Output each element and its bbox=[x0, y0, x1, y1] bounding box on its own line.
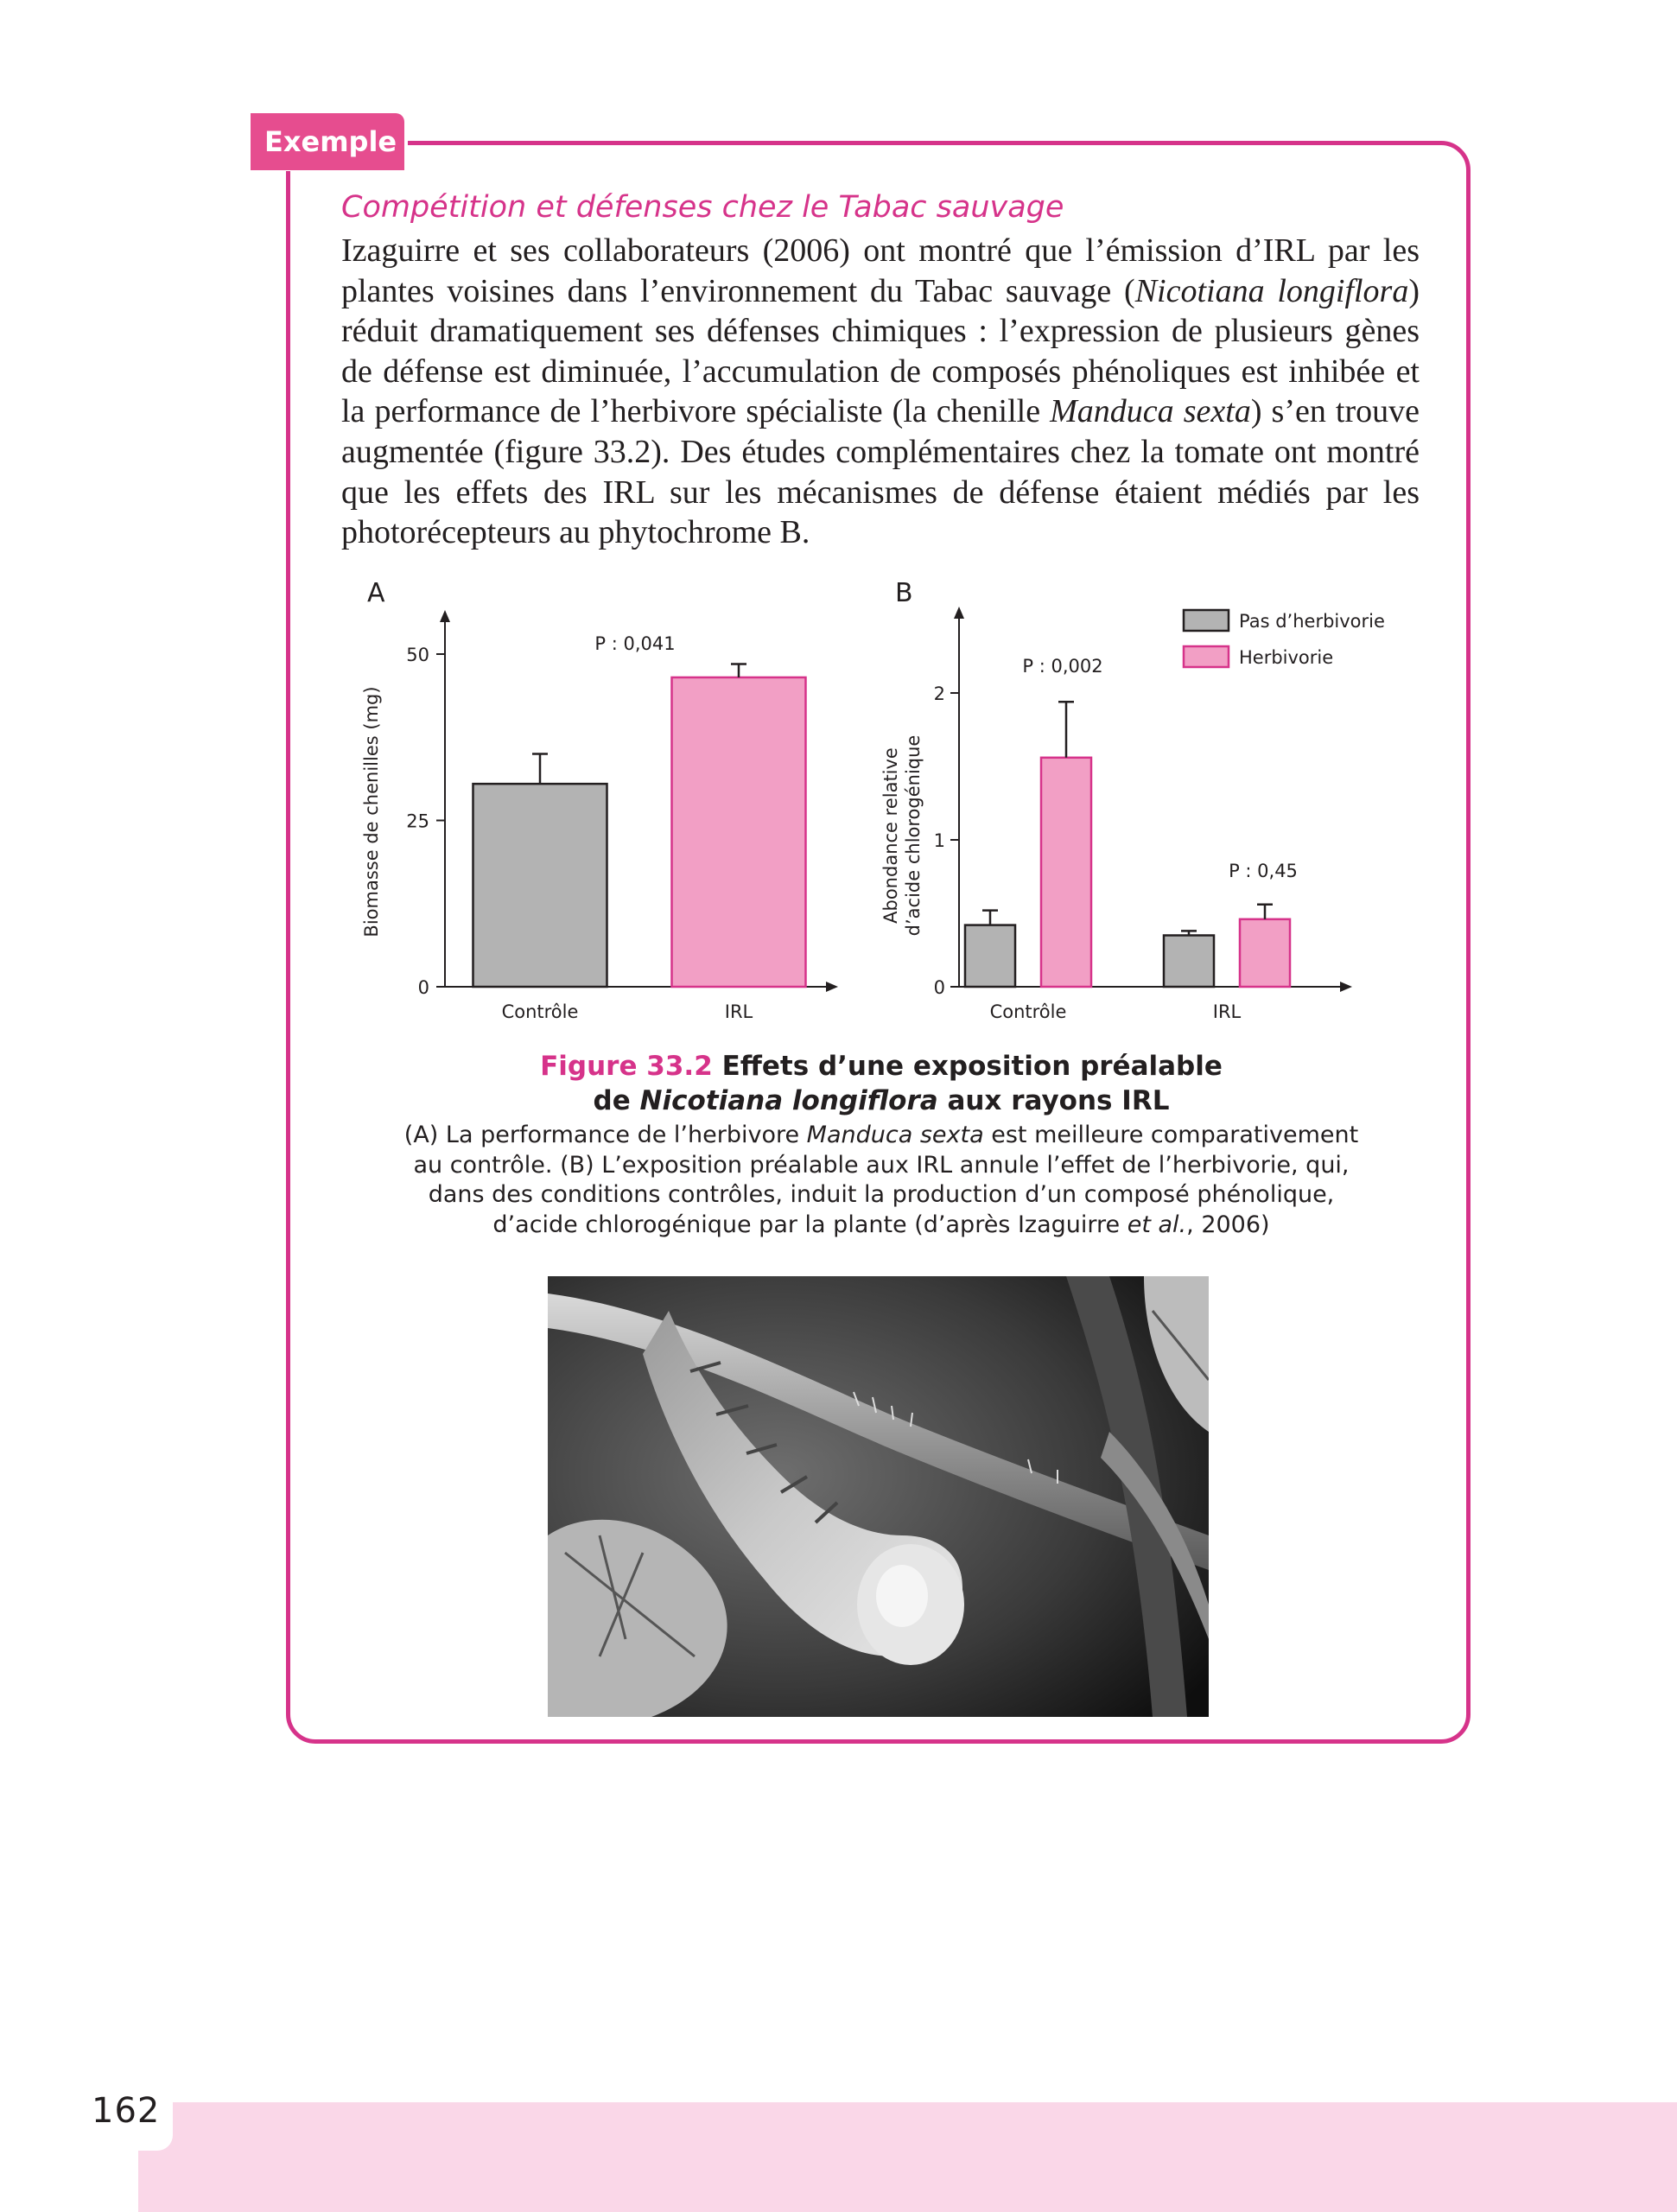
page-number: 162 bbox=[92, 2091, 161, 2131]
y-tick-label: 0 bbox=[933, 977, 945, 998]
bar bbox=[965, 925, 1015, 987]
caterpillar-photo bbox=[548, 1276, 1209, 1717]
figure-number: Figure 33.2 bbox=[540, 1051, 713, 1082]
bar bbox=[473, 784, 607, 987]
y-tick-label: 25 bbox=[406, 810, 429, 832]
y-tick-label: 1 bbox=[933, 830, 945, 851]
bar bbox=[1164, 936, 1214, 988]
example-tab: Exemple bbox=[251, 113, 404, 170]
figure-title: Figure 33.2 Effets d’une exposition préalable de Nicotiana longiflora aux rayons IRL bbox=[540, 1051, 1223, 1116]
x-tick-label: Contrôle bbox=[989, 1001, 1067, 1022]
chart-a bbox=[341, 579, 860, 1028]
bar bbox=[1041, 758, 1091, 987]
legend-swatch bbox=[1184, 610, 1229, 631]
x-tick-label: Contrôle bbox=[501, 1001, 579, 1022]
y-axis-label: d’acide chlorogénique bbox=[903, 734, 924, 937]
bar bbox=[672, 677, 806, 987]
panel-label-b: B bbox=[895, 578, 913, 608]
legend-label: Pas d’herbivorie bbox=[1239, 611, 1385, 632]
x-axis-arrow bbox=[1340, 982, 1352, 992]
panel-label-a: A bbox=[367, 578, 385, 608]
p-value-annotation: P : 0,041 bbox=[594, 633, 676, 654]
p-value-annotation: P : 0,002 bbox=[1022, 656, 1103, 677]
example-title: Compétition et défenses chez le Tabac sauvage bbox=[341, 190, 1064, 225]
x-tick-label: IRL bbox=[1212, 1001, 1242, 1022]
x-axis-arrow bbox=[826, 982, 838, 992]
figure-description: (A) La performance de l’herbivore Manduca sexta est meilleure comparativement au contrôle. (B) L’exposition préalable aux IRL annule l’effet de l’herbivorie, qui, dans des conditions contrôles, induit la production d’un composé phénolique, d’acide chlorogénique par la plante (d’après Izaguirre et al., 2006) bbox=[403, 1122, 1359, 1238]
legend-swatch bbox=[1184, 646, 1229, 667]
chart-b bbox=[864, 579, 1417, 1028]
y-axis-label: Biomasse de chenilles (mg) bbox=[361, 686, 382, 938]
p-value-annotation: P : 0,45 bbox=[1229, 861, 1298, 881]
y-tick-label: 2 bbox=[933, 683, 945, 704]
x-tick-label: IRL bbox=[724, 1001, 753, 1022]
y-tick-label: 0 bbox=[417, 977, 429, 998]
species-name: Nicotiana longiflora bbox=[1134, 272, 1409, 309]
y-axis-label: Abondance relative bbox=[880, 747, 901, 924]
y-axis-arrow bbox=[440, 610, 450, 622]
footer-band bbox=[138, 2102, 1677, 2212]
bar bbox=[1240, 919, 1290, 987]
y-axis-arrow bbox=[954, 607, 964, 619]
y-tick-label: 50 bbox=[406, 645, 429, 665]
legend-label: Herbivorie bbox=[1239, 647, 1334, 668]
example-body: Izaguirre et ses collaborateurs (2006) ont montré que l’émission d’IRL par les plantes voisines dans l’environnement du Tabac sauvage (Nicotiana longiflora) réduit dramatiquement ses défenses chimiques : l’expression de plusieurs gènes de défense est diminuée, l’accumulation de composés phénoliques est inhibée et la performance de l’herbivore spécialiste (la chenille Manduca sexta) s’en trouve augmentée (figure 33.2). Des études complémentaires chez la tomate ont montré que les effets des IRL sur les mécanismes de défense étaient médiés par les photorécepteurs au phytochrome B. bbox=[341, 232, 1420, 551]
species-name: Manduca sexta bbox=[1050, 393, 1251, 430]
